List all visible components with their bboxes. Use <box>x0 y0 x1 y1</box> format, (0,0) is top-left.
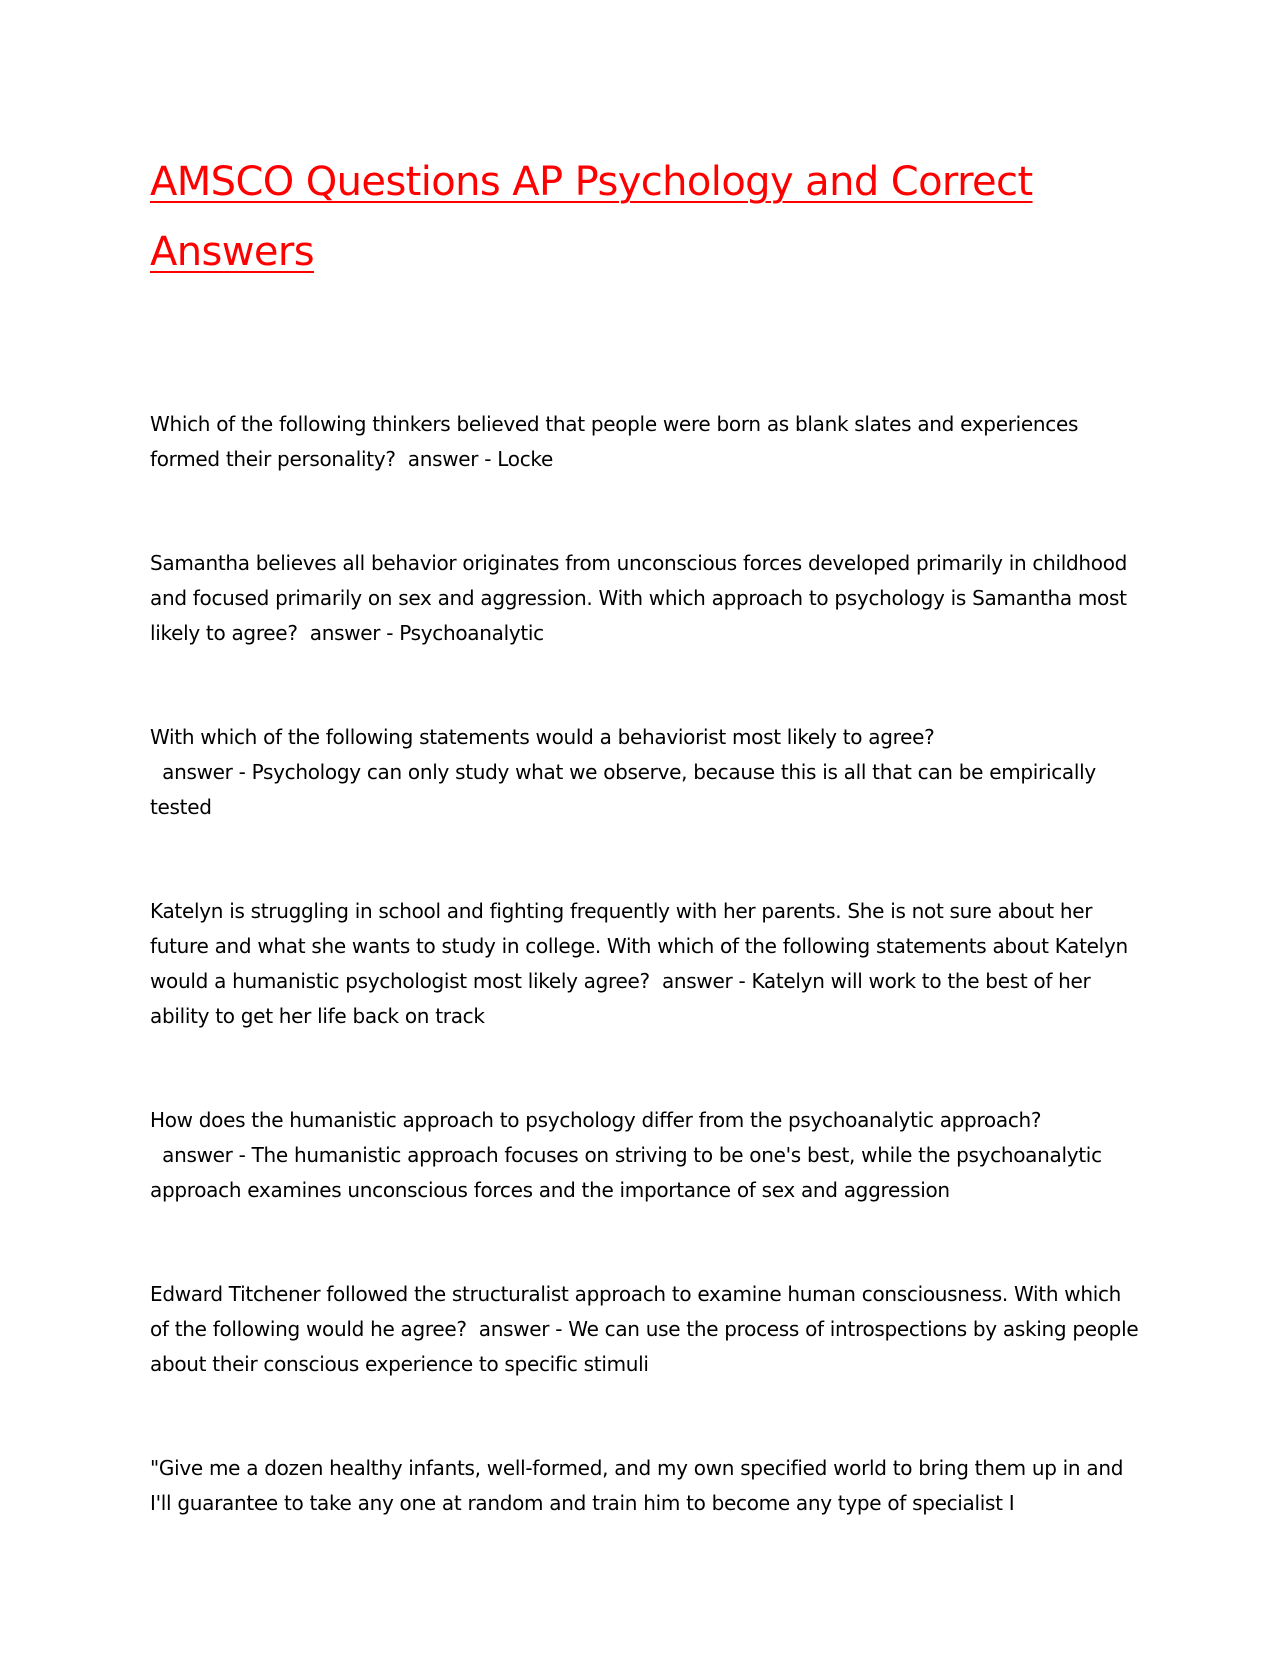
qa-item <box>150 894 1140 1034</box>
answer-separator: answer - <box>150 760 252 784</box>
answer-separator: answer - <box>395 447 498 471</box>
answer-text: We can use the process of introspections by asking people about their conscious experience to specific stimuli <box>150 1317 1139 1376</box>
question-text: With which of the following statements would a behaviorist most likely to agree? <box>150 725 935 749</box>
qa-item <box>150 720 1140 825</box>
question-text: Samantha believes all behavior originates from unconscious forces developed primarily in childhood and focused primarily on sex and aggression. With which approach to psychology is Samantha most likely to agree? <box>150 551 1128 645</box>
question-text: Which of the following thinkers believed that people were born as blank slates and experiences formed their personality? <box>150 412 1079 471</box>
answer-text: Katelyn will work to the best of her ability to get her life back on track <box>150 969 1091 1028</box>
question-text: How does the humanistic approach to psychology differ from the psychoanalytic approach? <box>150 1108 1042 1132</box>
answer-text: Locke <box>497 447 553 471</box>
document-title: AMSCO Questions AP Psychology and Correct Answers <box>150 159 1033 275</box>
question-text: Edward Titchener followed the structuralist approach to examine human consciousness. With which of the following would he agree? <box>150 1282 1122 1341</box>
qa-list <box>150 407 1140 1590</box>
answer-text: Psychology can only study what we observe, because this is all that can be empirically tested <box>150 760 1096 819</box>
qa-item <box>150 1103 1140 1208</box>
answer-text: The humanistic approach focuses on striving to be one's best, while the psychoanalytic approach examines unconscious forces and the importance of sex and aggression <box>150 1143 1102 1202</box>
answer-separator: answer - <box>297 621 400 645</box>
answer-text: Psychoanalytic <box>399 621 544 645</box>
question-text: Katelyn is struggling in school and fighting frequently with her parents. She is not sure about her future and what she wants to study in college. With which of the following statements about Katelyn would a humanistic psychologist most likely agree? <box>150 899 1128 993</box>
question-text: "Give me a dozen healthy infants, well-formed, and my own specified world to bring them up in and I'll guarantee to take any one at random and train him to become any type of specialist I <box>150 1456 1124 1515</box>
answer-separator: answer - <box>649 969 752 993</box>
answer-separator: answer - <box>150 1143 252 1167</box>
qa-item-partial <box>150 1451 1140 1521</box>
qa-item <box>150 407 1140 477</box>
qa-item <box>150 546 1140 651</box>
answer-separator: answer - <box>466 1317 569 1341</box>
qa-item <box>150 1277 1140 1382</box>
document-header <box>150 147 1140 287</box>
